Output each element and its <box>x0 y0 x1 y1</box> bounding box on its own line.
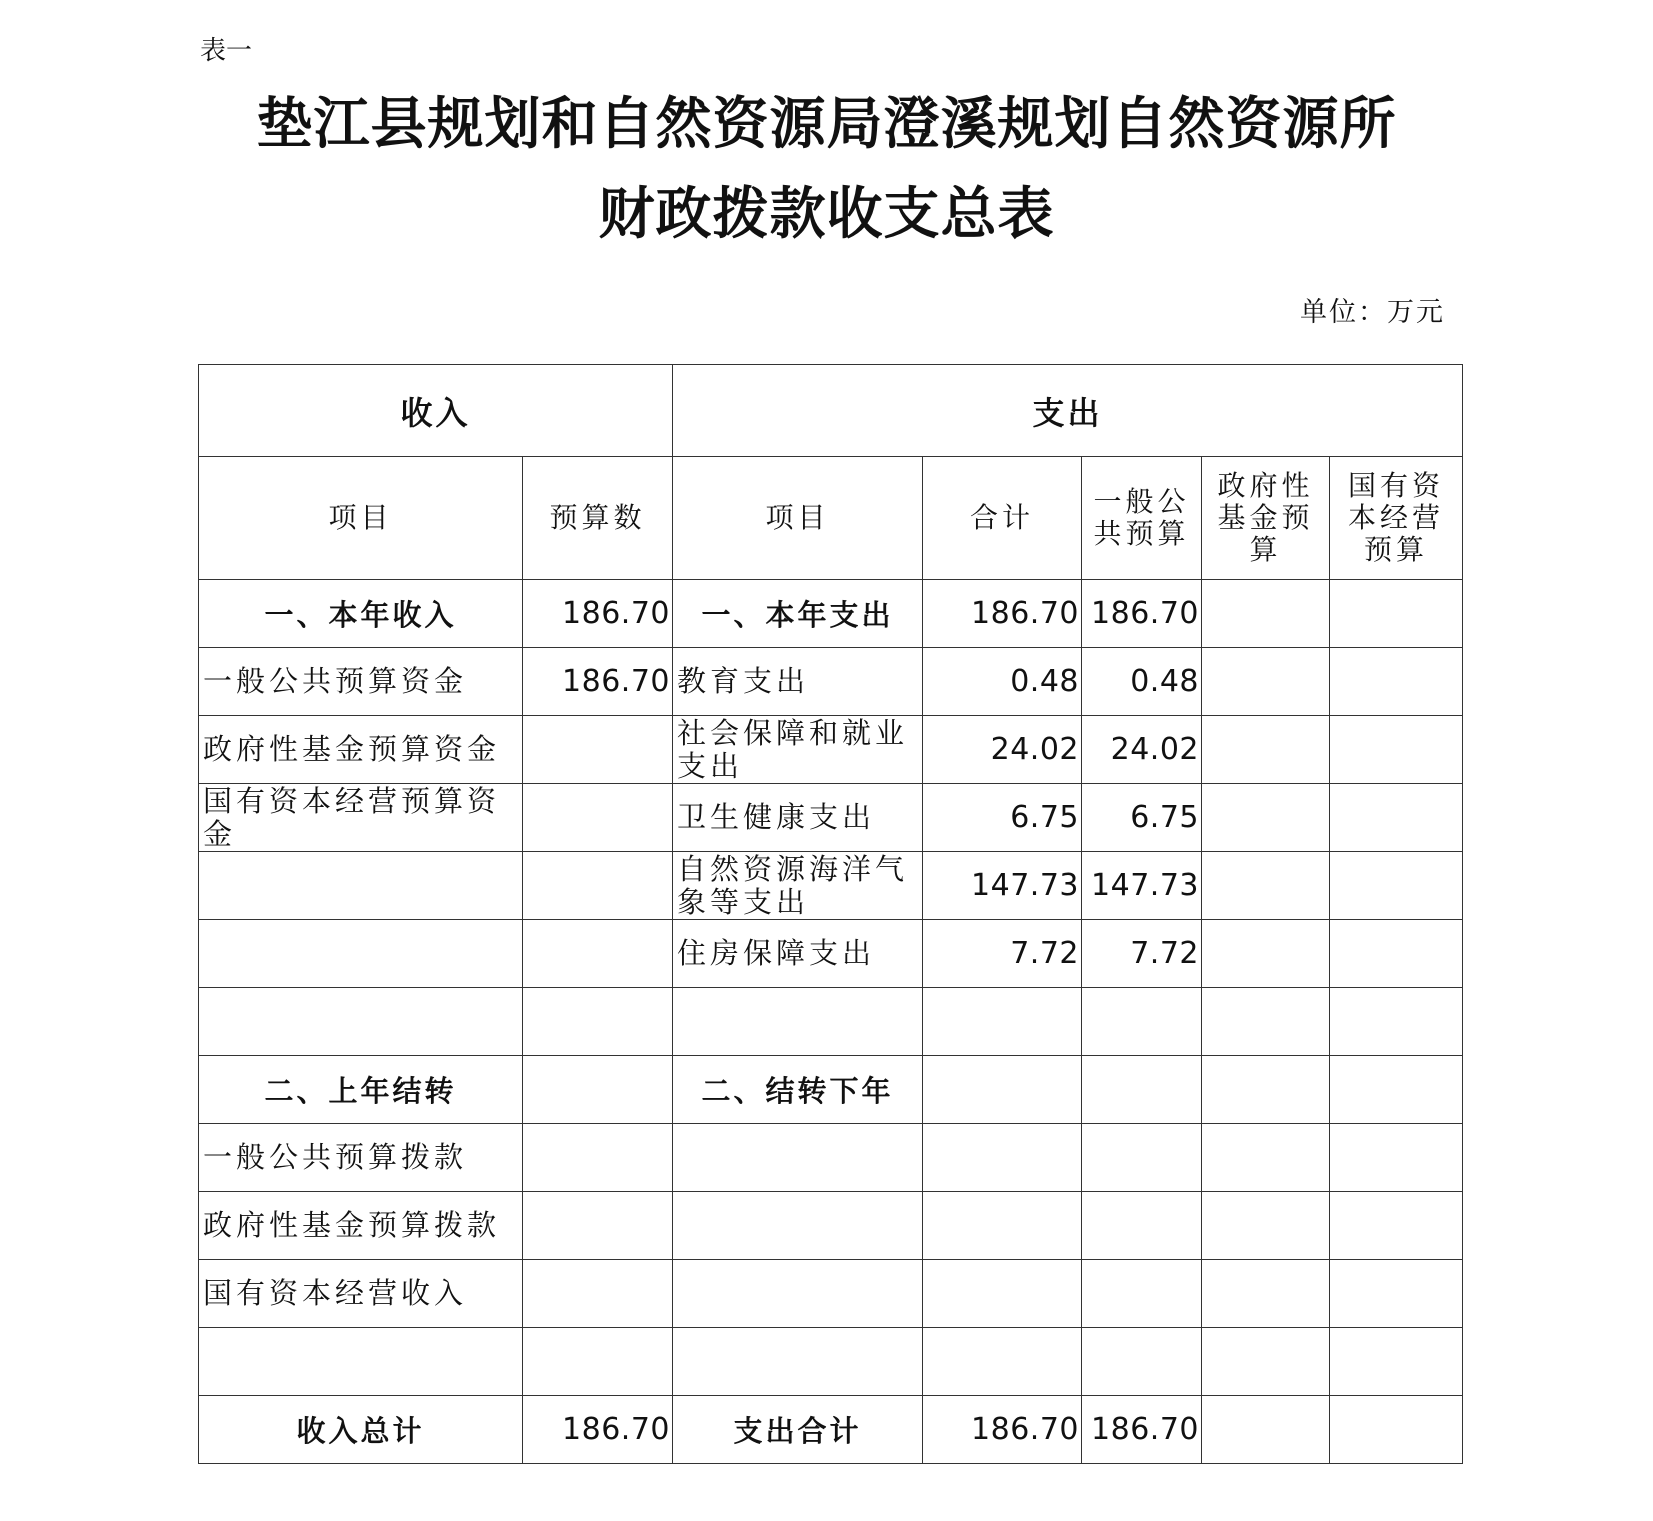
total-cell <box>923 1328 1082 1396</box>
expense-item-cell: 住房保障支出 <box>673 920 923 988</box>
total-cell <box>923 1124 1082 1192</box>
expense-item-cell: 教育支出 <box>673 648 923 716</box>
table-row <box>199 580 1463 648</box>
table-row <box>199 716 1463 784</box>
state-capital-cell <box>1330 580 1463 648</box>
expense-header: 支出 <box>673 365 1463 457</box>
state-capital-cell <box>1330 988 1463 1056</box>
general-public-cell <box>1082 1260 1202 1328</box>
expense-item-cell <box>673 1260 923 1328</box>
general-public-cell <box>1082 1056 1202 1124</box>
total-cell: 24.02 <box>923 716 1082 784</box>
table-row <box>199 1192 1463 1260</box>
income-item-cell: 一、本年收入 <box>199 580 523 648</box>
gov-fund-cell <box>1202 1396 1330 1464</box>
expense-item-cell <box>673 1328 923 1396</box>
income-value-cell <box>523 1056 673 1124</box>
income-item-cell: 国有资本经营预算资金 <box>199 784 523 852</box>
income-item-cell: 政府性基金预算拨款 <box>199 1192 523 1260</box>
expense-item-cell: 社会保障和就业支出 <box>673 716 923 784</box>
gov-fund-cell <box>1202 1328 1330 1396</box>
income-header: 收入 <box>199 365 673 457</box>
total-cell <box>923 1056 1082 1124</box>
income-item-cell <box>199 1328 523 1396</box>
total-cell: 186.70 <box>923 580 1082 648</box>
expense-item-cell: 自然资源海洋气象等支出 <box>673 852 923 920</box>
state-capital-cell <box>1330 1260 1463 1328</box>
income-item-cell: 国有资本经营收入 <box>199 1260 523 1328</box>
general-public-cell: 24.02 <box>1082 716 1202 784</box>
table-row <box>199 648 1463 716</box>
table-row <box>199 1396 1463 1464</box>
col-expense-item: 项目 <box>673 457 923 580</box>
income-value-cell <box>523 852 673 920</box>
table-row <box>199 988 1463 1056</box>
income-value-cell <box>523 1192 673 1260</box>
state-capital-cell <box>1330 716 1463 784</box>
unit-label: 单位：万元 <box>1300 297 1445 328</box>
fiscal-summary-table <box>198 364 1463 1464</box>
document-label: 表一 <box>200 36 253 66</box>
income-value-cell: 186.70 <box>523 1396 673 1464</box>
total-cell: 0.48 <box>923 648 1082 716</box>
general-public-cell: 186.70 <box>1082 580 1202 648</box>
total-cell: 147.73 <box>923 852 1082 920</box>
table-row <box>199 1328 1463 1396</box>
income-item-cell <box>199 852 523 920</box>
gov-fund-cell <box>1202 920 1330 988</box>
col-income-budget: 预算数 <box>523 457 673 580</box>
state-capital-cell <box>1330 648 1463 716</box>
state-capital-cell <box>1330 1056 1463 1124</box>
general-public-cell <box>1082 1124 1202 1192</box>
gov-fund-cell <box>1202 784 1330 852</box>
table-row <box>199 784 1463 852</box>
state-capital-cell <box>1330 1396 1463 1464</box>
table-row <box>199 1056 1463 1124</box>
income-value-cell <box>523 988 673 1056</box>
gov-fund-cell <box>1202 580 1330 648</box>
general-public-cell <box>1082 1192 1202 1260</box>
table-row <box>199 1124 1463 1192</box>
col-income-item: 项目 <box>199 457 523 580</box>
income-value-cell <box>523 1328 673 1396</box>
total-cell: 6.75 <box>923 784 1082 852</box>
general-public-cell: 186.70 <box>1082 1396 1202 1464</box>
gov-fund-cell <box>1202 988 1330 1056</box>
table-row <box>199 1260 1463 1328</box>
income-value-cell <box>523 784 673 852</box>
table-row <box>199 920 1463 988</box>
income-item-cell: 政府性基金预算资金 <box>199 716 523 784</box>
expense-item-cell: 卫生健康支出 <box>673 784 923 852</box>
income-item-cell <box>199 988 523 1056</box>
expense-item-cell: 支出合计 <box>673 1396 923 1464</box>
gov-fund-cell <box>1202 716 1330 784</box>
income-value-cell: 186.70 <box>523 580 673 648</box>
total-cell: 7.72 <box>923 920 1082 988</box>
expense-item-cell <box>673 988 923 1056</box>
gov-fund-cell <box>1202 1124 1330 1192</box>
total-cell <box>923 988 1082 1056</box>
col-general-public: 一般公共预算 <box>1082 457 1202 580</box>
state-capital-cell <box>1330 784 1463 852</box>
income-item-cell: 一般公共预算拨款 <box>199 1124 523 1192</box>
general-public-cell: 7.72 <box>1082 920 1202 988</box>
state-capital-cell <box>1330 920 1463 988</box>
income-value-cell <box>523 716 673 784</box>
income-value-cell <box>523 1260 673 1328</box>
col-total: 合计 <box>923 457 1082 580</box>
table-row <box>199 852 1463 920</box>
gov-fund-cell <box>1202 1056 1330 1124</box>
income-value-cell <box>523 1124 673 1192</box>
state-capital-cell <box>1330 1124 1463 1192</box>
state-capital-cell <box>1330 852 1463 920</box>
general-public-cell: 147.73 <box>1082 852 1202 920</box>
income-value-cell: 186.70 <box>523 648 673 716</box>
document-subtitle: 财政拨款收支总表 <box>598 181 1055 247</box>
gov-fund-cell <box>1202 1260 1330 1328</box>
total-cell: 186.70 <box>923 1396 1082 1464</box>
col-state-capital: 国有资本经营预算 <box>1330 457 1463 580</box>
document-title: 垫江县规划和自然资源局澄溪规划自然资源所 <box>256 91 1397 157</box>
total-cell <box>923 1192 1082 1260</box>
general-public-cell: 6.75 <box>1082 784 1202 852</box>
general-public-cell <box>1082 988 1202 1056</box>
col-gov-fund: 政府性基金预算 <box>1202 457 1330 580</box>
general-public-cell: 0.48 <box>1082 648 1202 716</box>
gov-fund-cell <box>1202 1192 1330 1260</box>
gov-fund-cell <box>1202 648 1330 716</box>
expense-item-cell: 一、本年支出 <box>673 580 923 648</box>
expense-item-cell <box>673 1192 923 1260</box>
income-item-cell <box>199 920 523 988</box>
income-value-cell <box>523 920 673 988</box>
state-capital-cell <box>1330 1192 1463 1260</box>
income-item-cell: 一般公共预算资金 <box>199 648 523 716</box>
general-public-cell <box>1082 1328 1202 1396</box>
state-capital-cell <box>1330 1328 1463 1396</box>
expense-item-cell: 二、结转下年 <box>673 1056 923 1124</box>
gov-fund-cell <box>1202 852 1330 920</box>
income-item-cell: 二、上年结转 <box>199 1056 523 1124</box>
income-item-cell: 收入总计 <box>199 1396 523 1464</box>
total-cell <box>923 1260 1082 1328</box>
expense-item-cell <box>673 1124 923 1192</box>
